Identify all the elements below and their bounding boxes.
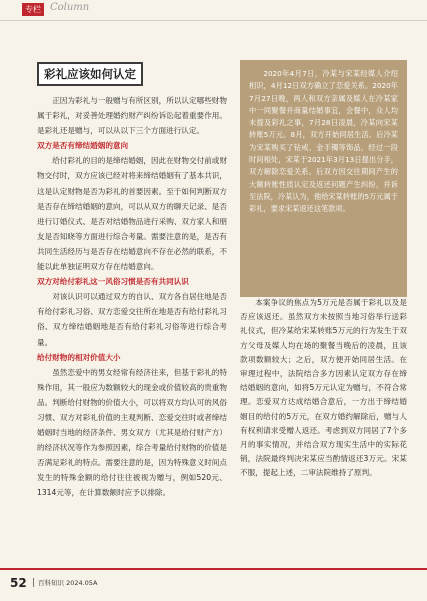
- case-summary-text: 2020年4月7日，冷某与宋某经媒人介绍相识，4月12日双方确立了恋爱关系。2020年7月27日晚，两人和双方亲属及媒人在冷某家中一同聚餐并商量结婚事宜，会餐中，众人均未提及彩礼之事，7月28日凌晨，冷某向宋某转账5万元。8月，双方开始同居生活。后冷某为宋某购买了钻戒、金手镯等饰品，经过一段时间相处，宋某于2021年3月13日提出分手，双方解除恋爱关系。后双方因交往期间产生的大额转账性质认定及返还问题产生纠纷，并诉至法院，冷某认为，他给宋某转账的5万元属于彩礼，要求宋某返还这笔款项。: [249, 69, 398, 214]
- section-heading: 给付财物的相对价值大小: [37, 352, 121, 362]
- column-label: Column: [50, 2, 90, 13]
- footer-rule: [0, 568, 427, 570]
- article-paragraph: 虽然恋爱中的男女经常有经济往来，但基于彩礼的特殊作用，其一般应为数额较大的现金或价值较高的贵重物品。判断给付财物的价值大小，可以将双方均认可的风俗习惯、双方对彩礼价值的主观判断、恋爱交往时或者缔结婚姻时当地的经济条件、男女双方（尤其是给付财产方）的经济状况等作为参照因素，综合考量给付财物的价值是否满足彩礼的特点。需要注意的是，因为特殊意义时间点发生的特殊金额的给付往往被视为赠与，例如520元、1314元等，在计算数额时应予以排除。: [37, 367, 227, 498]
- page-number: 52: [10, 576, 27, 590]
- article-paragraph: 正因为彩礼与一般赠与有所区别，所以认定哪些财物属于彩礼，对妥善处理婚约财产纠纷诉讼起着重要作用。是彩礼还是赠与，可以从以下三个方面进行认定。: [37, 96, 227, 136]
- article-paragraph: 对该认识可以通过双方的自认、双方各自居住地是否有给付彩礼习俗、双方恋爱交往所在地是否有给付彩礼习俗、双方缔结婚姻地是否有给付彩礼习俗等进行综合考量。: [37, 292, 227, 347]
- analysis-paragraph: 本案争议的焦点为5万元是否属于彩礼以及是否应该返还。虽然双方未按照当地习俗举行送彩礼仪式，但冷某给宋某转账5万元的行为发生于双方父母及媒人均在场的聚餐当晚后的凌晨，且该款项数额较大；之后，双方便开始同居生活。在审理过程中，法院结合多方因素认定双方存在缔结婚姻的意向，如将5万元认定为赠与，不符合常理。恋爱双方达成结婚合意后，一方出于缔结婚姻目的给付的5万元，在双方婚约解除后，赠与人有权利请求受赠人返还。考虑到双方同居了7个多月的事实情况，并结合双方现实生活中的实际花销，法院最终判决宋某应当酌情返还3万元。宋某不服，提起上述，二审法院维持了原判。: [240, 298, 407, 478]
- header-divider: [0, 20, 427, 21]
- page-footer: [0, 568, 427, 601]
- section-heading: 双方是否有缔结婚姻的意向: [37, 141, 129, 151]
- article-title: 彩礼应该如何认定: [37, 62, 143, 86]
- page-header: [0, 0, 427, 28]
- article-column: [37, 62, 227, 501]
- magazine-issue: 百科知识 2024.05A: [38, 579, 98, 587]
- column-tag: 专栏: [22, 3, 44, 16]
- case-analysis: [240, 296, 407, 481]
- article-paragraph: 给付彩礼的目的是缔结婚姻，因此在财物交付前或财物交付时，双方应该已经对将来缔结婚姻有了基本共识，这是认定财物是否为彩礼的首要因素。至于如何判断双方是否存在缔结婚姻的意向，可以从双方的聊天记录、是否进行订婚仪式、是否对结婚物品进行采购、双方家人和朋友是否知晓等方面进行综合考量。需要注意的是，是否有共同生活经历与是否存在结婚意向不存在必然的联系，不能以此单独证明双方存在结婚意向。: [37, 156, 227, 272]
- footer-separator: [33, 578, 34, 587]
- section-heading: 双方对给付彩礼这一风俗习惯是否有共同认识: [37, 277, 189, 287]
- case-summary-box: [240, 60, 407, 297]
